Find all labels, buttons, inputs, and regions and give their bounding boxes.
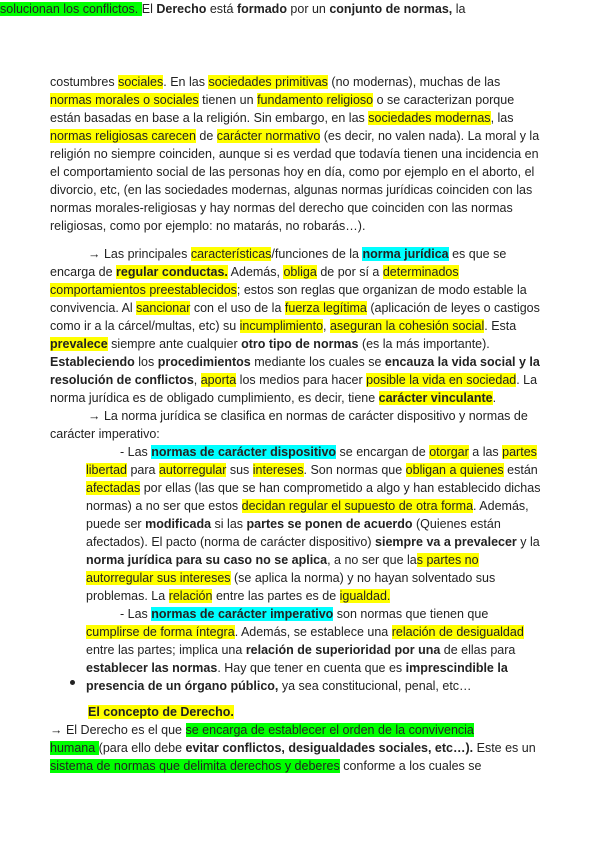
text-run: resolución de conflictos xyxy=(50,373,194,387)
text-run: son normas que tienen que xyxy=(333,607,489,621)
highlighted-text: normas de carácter dispositivo xyxy=(151,445,337,459)
text-line xyxy=(50,127,539,145)
text-line xyxy=(88,245,506,263)
text-run: norma jurídica es de obligado cumplimiento, es decir, tiene xyxy=(50,391,379,405)
text-run: → El Derecho es el que xyxy=(50,723,186,737)
text-run: establecer las normas xyxy=(86,661,218,675)
text-line xyxy=(50,299,540,317)
text-line xyxy=(50,317,516,335)
text-run: otro tipo de normas xyxy=(241,337,359,351)
highlighted-text: normas de carácter imperativo xyxy=(151,607,334,621)
highlighted-text: El concepto de Derecho. xyxy=(88,705,234,719)
text-line xyxy=(86,623,524,641)
text-line xyxy=(50,757,481,775)
text-run: (no modernas), muchas de las xyxy=(327,75,501,89)
highlighted-text: sistema de normas que delimita derechos y deberes xyxy=(50,759,340,773)
text-run: de ellas para xyxy=(440,643,516,657)
text-run: siempre va a prevalecer xyxy=(375,535,517,549)
text-run: ; estos son reglas que organizan de modo estable la xyxy=(236,283,527,297)
highlighted-text: obligan a quienes xyxy=(405,463,504,477)
text-run: mediante los cuales se xyxy=(250,355,385,369)
text-run: Además, xyxy=(227,265,284,279)
text-run: de por sí a xyxy=(316,265,383,279)
text-run: convivencia. Al xyxy=(50,301,137,315)
text-run: (es decir, no valen nada). La moral y la xyxy=(320,129,540,143)
text-run: , a no ser que la xyxy=(327,553,417,567)
text-run: entre las partes es de xyxy=(212,589,340,603)
highlighted-text: incumplimiento xyxy=(239,319,324,333)
highlighted-text: sociedades primitivas xyxy=(208,75,328,89)
text-line xyxy=(86,479,540,497)
text-line xyxy=(50,199,513,217)
highlighted-text: carácter normativo xyxy=(216,129,321,143)
text-run: están xyxy=(503,463,538,477)
text-run: siempre ante cualquier xyxy=(107,337,242,351)
highlighted-text: autorregular xyxy=(158,463,227,477)
text-run: Estableciendo xyxy=(50,355,135,369)
text-run: evitar conflictos, desigualdades sociales, etc…). xyxy=(185,741,474,755)
highlighted-text: comportamientos preestablecidos xyxy=(50,283,237,297)
text-line xyxy=(50,73,500,91)
text-line xyxy=(86,659,508,677)
text-run: . En las xyxy=(163,75,209,89)
text-run: sus xyxy=(226,463,253,477)
text-line xyxy=(50,721,474,739)
text-run: los xyxy=(134,355,158,369)
text-line xyxy=(50,335,490,353)
text-run: afectados). El pacto (norma de carácter dispositivo) xyxy=(86,535,376,549)
text-run: El xyxy=(141,2,157,16)
highlighted-text: afectadas xyxy=(86,481,141,495)
text-line xyxy=(50,163,534,181)
text-run: . La xyxy=(516,373,538,387)
text-line xyxy=(0,0,465,18)
highlighted-text: decidan regular el supuesto de otra forma xyxy=(241,499,474,513)
highlighted-text: libertad xyxy=(86,463,127,477)
text-run: o se caracterizan porque xyxy=(373,93,515,107)
text-line xyxy=(86,497,529,515)
text-run: formado xyxy=(236,2,287,16)
text-line xyxy=(120,605,488,623)
text-run: puede ser xyxy=(86,517,146,531)
text-line xyxy=(50,263,459,281)
text-run: (se aplica la norma) y no hayan solventado sus xyxy=(230,571,496,585)
highlighted-text: otorgar xyxy=(429,445,469,459)
highlighted-text: autorregular sus intereses xyxy=(86,571,231,585)
text-run: relación de superioridad por una xyxy=(245,643,441,657)
text-run: por ellas (las que se han comprometido a algo y han establecido dichas xyxy=(140,481,541,495)
text-run: normas morales-religiosas y hay normas del derecho que coinciden con las normas xyxy=(50,201,513,215)
text-run: . Esta xyxy=(484,319,517,333)
text-run: el comportamiento social de las personas hoy en día, como por ejemplo en el aborto, el xyxy=(50,165,535,179)
text-line xyxy=(50,353,540,371)
text-run: encauza la vida social y la xyxy=(384,355,540,369)
text-line xyxy=(50,739,536,757)
highlighted-text: partes xyxy=(502,445,537,459)
text-run: los medios para hacer xyxy=(236,373,367,387)
text-run: (para ello debe xyxy=(98,741,186,755)
highlighted-text: intereses xyxy=(252,463,304,477)
text-run: conforme a los cuales se xyxy=(339,759,482,773)
text-run: Este es un xyxy=(473,741,536,755)
highlighted-text: aporta xyxy=(200,373,237,387)
bullet-icon xyxy=(70,680,75,685)
text-run: con el uso de la xyxy=(190,301,285,315)
text-line xyxy=(50,425,160,443)
text-run: . Son normas que xyxy=(303,463,406,477)
text-run: por un xyxy=(286,2,330,16)
text-line xyxy=(50,281,527,299)
text-run: procedimientos xyxy=(157,355,251,369)
text-line xyxy=(50,389,496,407)
text-run: , xyxy=(193,373,201,387)
text-run: y la xyxy=(516,535,540,549)
highlighted-text: s partes no xyxy=(416,553,479,567)
highlighted-text: sociedades modernas xyxy=(368,111,491,125)
text-run: . Hay que tener en cuenta que es xyxy=(217,661,406,675)
highlighted-text: posible la vida en sociedad xyxy=(366,373,517,387)
text-line xyxy=(120,443,537,461)
highlighted-text: regular conductas. xyxy=(116,265,228,279)
text-run: entre las partes; implica una xyxy=(86,643,246,657)
text-line xyxy=(86,551,479,569)
text-line xyxy=(50,217,365,235)
highlighted-text: fuerza legítima xyxy=(284,301,367,315)
text-run: presencia de un órgano público, xyxy=(86,679,279,693)
highlighted-text: determinados xyxy=(382,265,459,279)
highlighted-text: aseguran la cohesión social xyxy=(329,319,485,333)
text-line xyxy=(86,515,501,533)
text-run: - Las xyxy=(120,607,152,621)
text-run: , xyxy=(323,319,330,333)
text-run: se encargan de xyxy=(336,445,430,459)
text-run: religión no siempre coinciden, aunque si es verdad que todavía tienen una incidencia en xyxy=(50,147,539,161)
text-run: de xyxy=(195,129,217,143)
text-run: Derecho xyxy=(156,2,207,16)
text-line xyxy=(86,677,472,695)
text-run: → Las principales xyxy=(88,247,191,261)
text-run: (aplicación de leyes o castigos xyxy=(366,301,540,315)
text-run: divorcio, etc, (en las sociedades modernas, algunas normas jurídicas coinciden con las xyxy=(50,183,533,197)
highlighted-text: carácter vinculante xyxy=(378,391,493,405)
text-line xyxy=(86,533,540,551)
text-run: → La norma jurídica se clasifica en normas de carácter dispositivo y normas de xyxy=(88,409,528,423)
text-run: es que se xyxy=(448,247,507,261)
highlighted-text: humana xyxy=(50,741,99,755)
text-run: (Quienes están xyxy=(412,517,501,531)
text-line xyxy=(50,145,539,163)
highlighted-text: características xyxy=(190,247,272,261)
highlighted-text: obliga xyxy=(283,265,317,279)
text-run: - Las xyxy=(120,445,152,459)
text-run: imprescindible la xyxy=(405,661,508,675)
highlighted-text: sociales xyxy=(118,75,164,89)
text-line xyxy=(88,407,528,425)
text-run: como ir a la cárcel/multas, etc) su xyxy=(50,319,240,333)
text-run: , las xyxy=(490,111,514,125)
highlighted-text: norma jurídica xyxy=(362,247,449,261)
text-line xyxy=(50,371,537,389)
text-run: la xyxy=(452,2,466,16)
text-run: están basadas en base a la religión. Sin embargo, en las xyxy=(50,111,369,125)
text-line xyxy=(88,703,234,721)
highlighted-text: relación xyxy=(168,589,213,603)
highlighted-text: sancionar xyxy=(136,301,191,315)
text-line xyxy=(86,587,390,605)
text-run: modificada xyxy=(145,517,212,531)
text-line xyxy=(86,569,495,587)
text-run: para xyxy=(127,463,159,477)
text-run: normas) a no ser que estos xyxy=(86,499,242,513)
text-run: ya sea constitucional, penal, etc… xyxy=(278,679,472,693)
text-run: encarga de xyxy=(50,265,117,279)
text-line xyxy=(50,91,514,109)
text-run: está xyxy=(206,2,237,16)
highlighted-text: normas religiosas carecen xyxy=(50,129,196,143)
text-line xyxy=(86,461,538,479)
text-line xyxy=(50,181,532,199)
highlighted-text: cumplirse de forma íntegra xyxy=(86,625,235,639)
text-line xyxy=(86,641,515,659)
highlighted-text: se encarga de establecer el orden de la convivencia xyxy=(185,723,474,737)
text-run: partes se ponen de acuerdo xyxy=(246,517,413,531)
highlighted-text: relación de desigualdad xyxy=(391,625,524,639)
text-run: a las xyxy=(468,445,503,459)
text-run: . Además, se establece una xyxy=(234,625,392,639)
highlighted-text: prevalece xyxy=(50,337,108,351)
text-run: conjunto de normas, xyxy=(329,2,453,16)
text-run: /funciones de la xyxy=(271,247,363,261)
text-run: carácter imperativo: xyxy=(50,427,160,441)
text-run: . xyxy=(492,391,497,405)
highlighted-text: normas morales o sociales xyxy=(50,93,199,107)
highlighted-text: igualdad. xyxy=(339,589,391,603)
highlighted-text: solucionan los conflictos. xyxy=(0,2,142,16)
text-run: si las xyxy=(211,517,247,531)
text-run: costumbres xyxy=(50,75,119,89)
text-run: tienen un xyxy=(198,93,258,107)
text-run: religiosas, como por ejemplo: no matarás, no robarás…). xyxy=(50,219,366,233)
text-run: (es la más importante). xyxy=(358,337,490,351)
highlighted-text: fundamento religioso xyxy=(257,93,374,107)
text-run: norma jurídica para su caso no se aplica xyxy=(86,553,328,567)
text-run: . Además, xyxy=(473,499,529,513)
text-line xyxy=(50,109,514,127)
text-run: problemas. La xyxy=(86,589,169,603)
